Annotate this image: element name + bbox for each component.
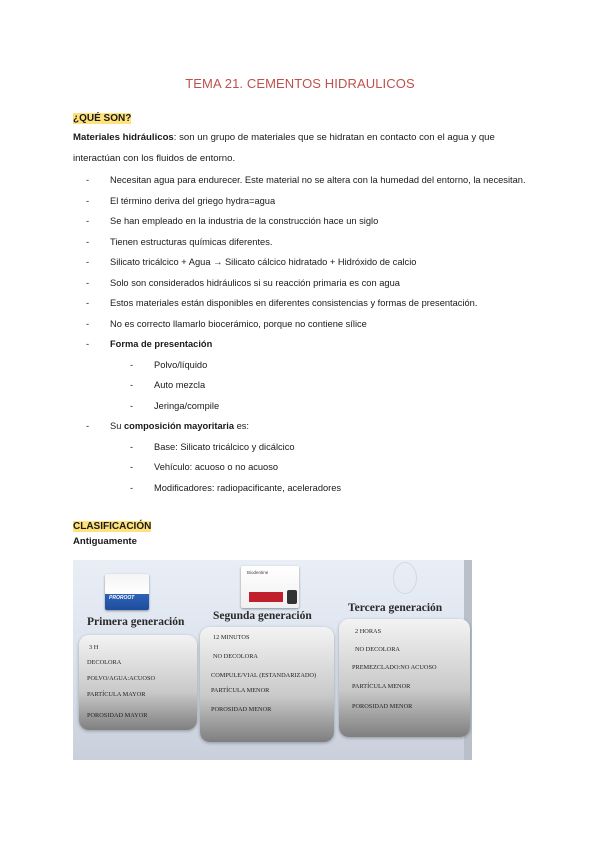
comp-suffix: es: <box>234 421 250 431</box>
sublist-item: - Polvo/líquido <box>110 355 526 376</box>
gen2-row: NO DECOLORA <box>213 653 258 660</box>
sublist-item: - Auto mezcla <box>110 375 526 396</box>
gen1-row: PARTÍCULA MAYOR <box>87 691 146 698</box>
sublist-item: - Vehículo: acuoso o no acuoso <box>110 457 526 478</box>
sublist-item: - Jeringa/compile <box>110 396 526 417</box>
gen3-row: 2 HORAS <box>355 628 382 635</box>
generation-card-3 <box>339 619 470 737</box>
gen3-row: PREMEZCLADO:NO ACUOSO <box>352 664 437 671</box>
sublist-item: - Modificadores: radiopacificante, aceleradores <box>110 478 526 499</box>
gen2-row: POROSIDAD MENOR <box>211 706 272 713</box>
gen2-row: 12 MINUTOS <box>213 634 250 641</box>
definition-text: : son un grupo de materiales que se hidratan en contacto con el agua y que interactúan con los fluidos de entorno. <box>73 132 495 164</box>
forma-label: Forma de presentación <box>110 339 213 349</box>
generation-1-title: Primera generación <box>87 616 185 628</box>
generation-card-2 <box>200 627 334 742</box>
list-item: - Estos materiales están disponibles en diferentes consistencias y formas de presentación. <box>86 293 526 314</box>
generation-2-title: Segunda generación <box>213 610 312 622</box>
list-item: - El término deriva del griego hydra=agua <box>86 191 526 212</box>
forma-sublist <box>110 355 526 417</box>
proroot-box-image <box>105 574 149 610</box>
gen3-row: NO DECOLORA <box>355 646 400 653</box>
gen1-row: DECOLORA <box>87 659 122 666</box>
heading-text: CLASIFICACIÓN <box>73 521 152 532</box>
page-title: TEMA 21. CEMENTOS HIDRAULICOS <box>185 76 415 91</box>
proroot-brand: PROROOT <box>109 595 135 601</box>
composition-sublist <box>110 437 526 499</box>
section-heading-clasificacion <box>73 516 151 534</box>
gen3-row: POROSIDAD MENOR <box>352 703 413 710</box>
list-item: - Solo son considerados hidráulicos si su reacción primaria es con agua <box>86 273 526 294</box>
subheading-antiguamente: Antiguamente <box>73 536 137 547</box>
sublist-item: - Base: Silicato tricálcico y dicálcico <box>110 437 526 458</box>
properties-list <box>86 170 526 498</box>
definition-term: Materiales hidráulicos <box>73 132 174 143</box>
gen1-row: POLVO/AGUA:ACUOSO <box>87 675 155 682</box>
biodentine-red-band <box>249 592 283 602</box>
definition-paragraph <box>73 127 533 169</box>
list-item-composicion <box>86 416 526 498</box>
list-item: - No es correcto llamarlo biocerámico, porque no contiene sílice <box>86 314 526 335</box>
syringe-image <box>393 562 417 594</box>
generations-slide-photo <box>73 560 472 760</box>
generation-3-title: Tercera generación <box>348 602 443 614</box>
list-item: - Silicato tricálcico + Agua → Silicato cálcico hidratado + Hidróxido de calcio <box>86 252 526 273</box>
list-item: - Se han empleado en la industria de la construcción hace un siglo <box>86 211 526 232</box>
gen3-row: PARTÍCULA MENOR <box>352 683 411 690</box>
biodentine-box-image <box>241 566 299 608</box>
gen1-row: POROSIDAD MAYOR <box>87 712 148 719</box>
capsule-icon <box>287 590 297 604</box>
comp-prefix: Su <box>110 421 124 431</box>
section-heading-que-son <box>73 108 131 126</box>
comp-bold: composición mayoritaria <box>123 421 235 431</box>
list-item-forma <box>86 334 526 416</box>
gen2-row: COMPULE/VIAL (ESTANDARIZADO) <box>211 672 317 679</box>
biodentine-brand: Biodentine <box>247 570 269 575</box>
heading-text: ¿QUÉ SON? <box>73 113 132 124</box>
list-item: - Tienen estructuras químicas diferentes. <box>86 232 526 253</box>
gen2-row: PARTÍCULA MENOR <box>211 687 270 694</box>
gen1-row: 3 H <box>89 644 99 651</box>
list-item: - Necesitan agua para endurecer. Este material no se altera con la humedad del entorno, la necesitan. <box>86 170 526 191</box>
